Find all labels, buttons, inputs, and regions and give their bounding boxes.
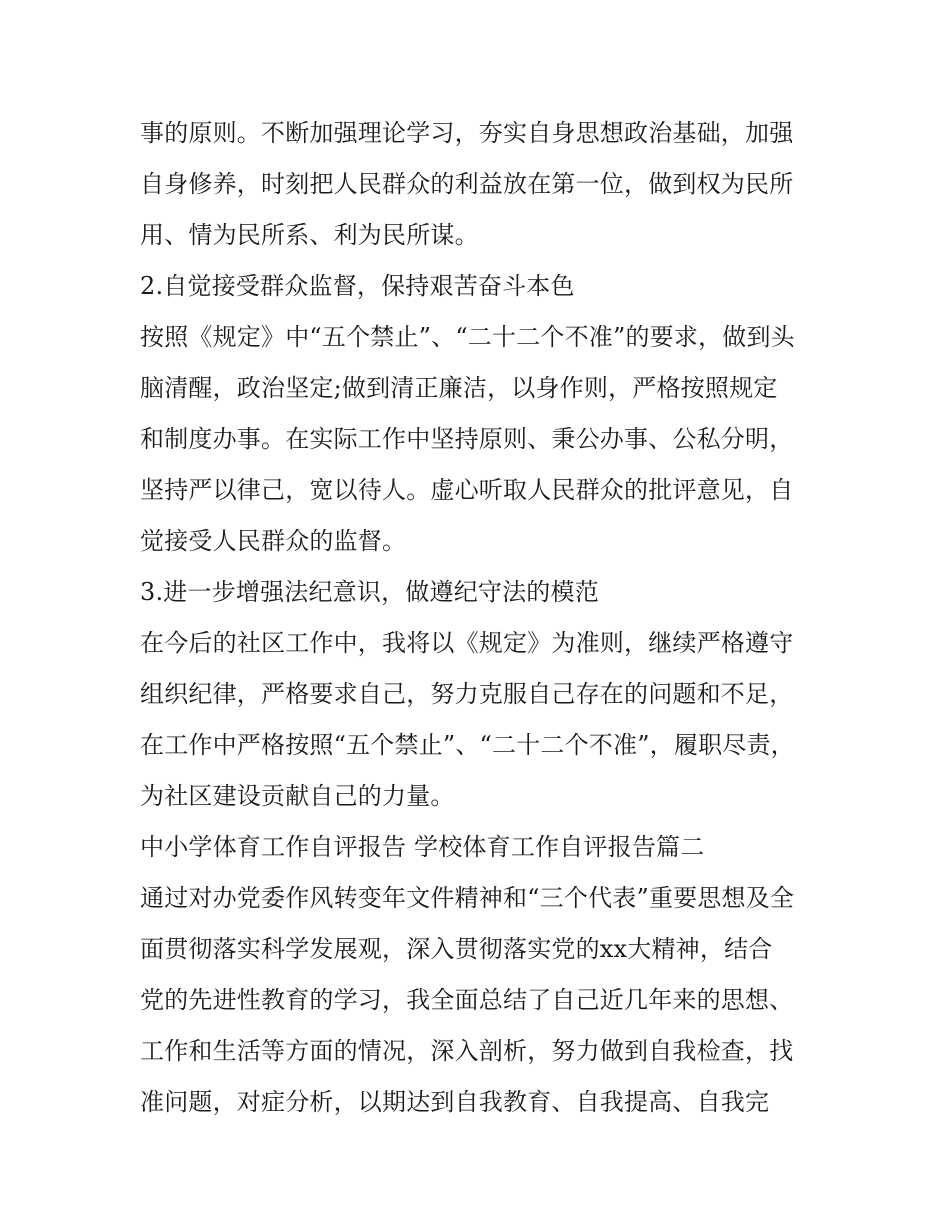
- paragraph-line: 在今后的社区工作中，我将以《规定》为准则，继续严格遵守: [140, 629, 794, 657]
- section-heading: 3.进一步增强法纪意识，做遵纪守法的模范: [140, 578, 599, 606]
- paragraph-line: 通过对办党委作风转变年文件精神和“三个代表”重要思想及全: [140, 884, 795, 912]
- paragraph-line: 自身修养，时刻把人民群众的利益放在第一位，做到权为民所: [140, 170, 794, 198]
- document-body: [140, 108, 812, 1128]
- paragraph-line: 准问题，对症分析，以期达到自我教育、自我提高、自我完: [140, 1088, 770, 1116]
- paragraph-line: 按照《规定》中“五个禁止”、“二十二个不准”的要求，做到头: [140, 323, 795, 351]
- paragraph-line: 用、情为民所系、利为民所谋。: [140, 221, 479, 249]
- paragraph-line: 工作和生活等方面的情况，深入剖析，努力做到自我检查，找: [140, 1037, 794, 1065]
- paragraph-line: 脑清醒，政治坚定;做到清正廉洁，以身作则，严格按照规定: [140, 374, 778, 402]
- paragraph-line: 为社区建设贡献自己的力量。: [140, 782, 455, 810]
- paragraph-line: 面贯彻落实科学发展观，深入贯彻落实党的xx大精神，结合: [140, 935, 773, 963]
- article-title: 中小学体育工作自评报告 学校体育工作自评报告篇二: [140, 833, 705, 861]
- paragraph-line: 在工作中严格按照“五个禁止”、“二十二个不准”，履职尽责，: [140, 731, 795, 759]
- paragraph-line: 觉接受人民群众的监督。: [140, 527, 407, 555]
- paragraph-line: 组织纪律，严格要求自己，努力克服自己存在的问题和不足，: [140, 680, 794, 708]
- section-heading: 2.自觉接受群众监督，保持艰苦奋斗本色: [140, 272, 575, 300]
- paragraph-line: 事的原则。不断加强理论学习，夯实自身思想政治基础，加强: [140, 119, 794, 147]
- paragraph-line: 和制度办事。在实际工作中坚持原则、秉公办事、公私分明，: [140, 425, 794, 453]
- paragraph-line: 坚持严以律己，宽以待人。虚心听取人民群众的批评意见，自: [140, 476, 794, 504]
- paragraph-line: 党的先进性教育的学习，我全面总结了自己近几年来的思想、: [140, 986, 794, 1014]
